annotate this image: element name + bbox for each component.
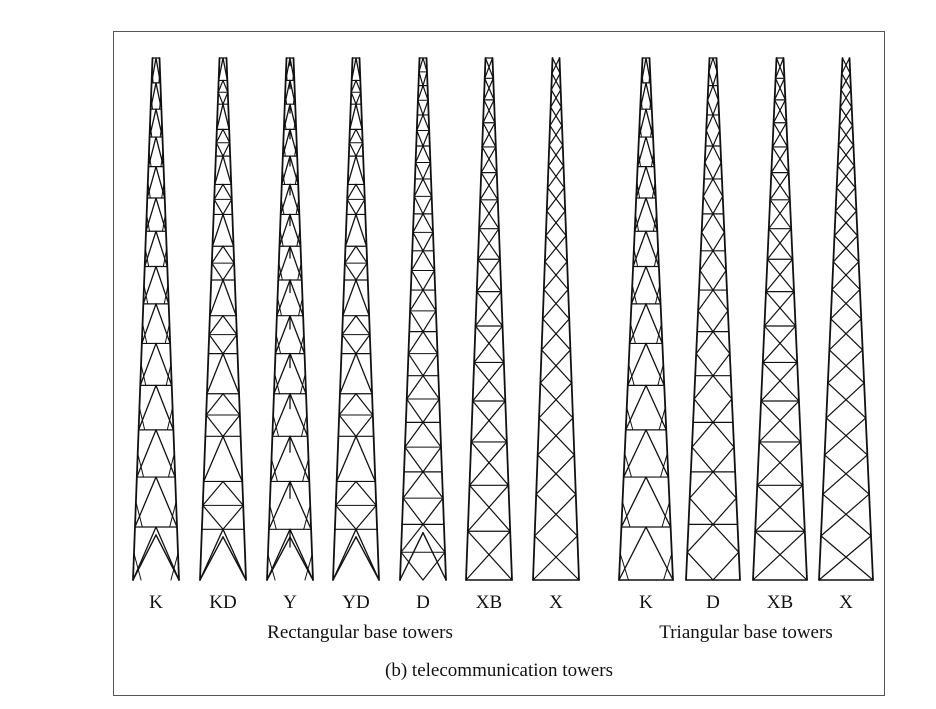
tower-label-rect-d: D [416, 592, 430, 613]
tower-rect-xb [466, 58, 512, 580]
tower-label-rect-kd: KD [209, 592, 237, 613]
tower-label-tri-d: D [706, 592, 720, 613]
figure-caption: (b) telecommunication towers [385, 660, 613, 681]
tower-tri-xb [753, 58, 807, 580]
tower-rect-k [133, 58, 179, 580]
group-label-triangular: Triangular base towers [659, 622, 833, 643]
tower-label-rect-x: X [549, 592, 563, 613]
tower-label-tri-k: K [639, 592, 653, 613]
tower-rect-kd [200, 58, 246, 580]
tower-label-rect-yd: YD [342, 592, 370, 613]
tower-label-rect-y: Y [283, 592, 297, 613]
tower-tri-d [686, 58, 740, 580]
group-label-rectangular: Rectangular base towers [267, 622, 453, 643]
tower-rect-d [400, 58, 446, 580]
tower-label-tri-xb: XB [766, 592, 794, 613]
tower-label-rect-xb: XB [475, 592, 503, 613]
tower-tri-x [819, 58, 873, 580]
tower-label-tri-x: X [839, 592, 853, 613]
tower-rect-yd [333, 58, 379, 580]
tower-tri-k [619, 58, 673, 580]
tower-rect-y [267, 58, 313, 580]
tower-label-rect-k: K [149, 592, 163, 613]
tower-rect-x [533, 58, 579, 580]
